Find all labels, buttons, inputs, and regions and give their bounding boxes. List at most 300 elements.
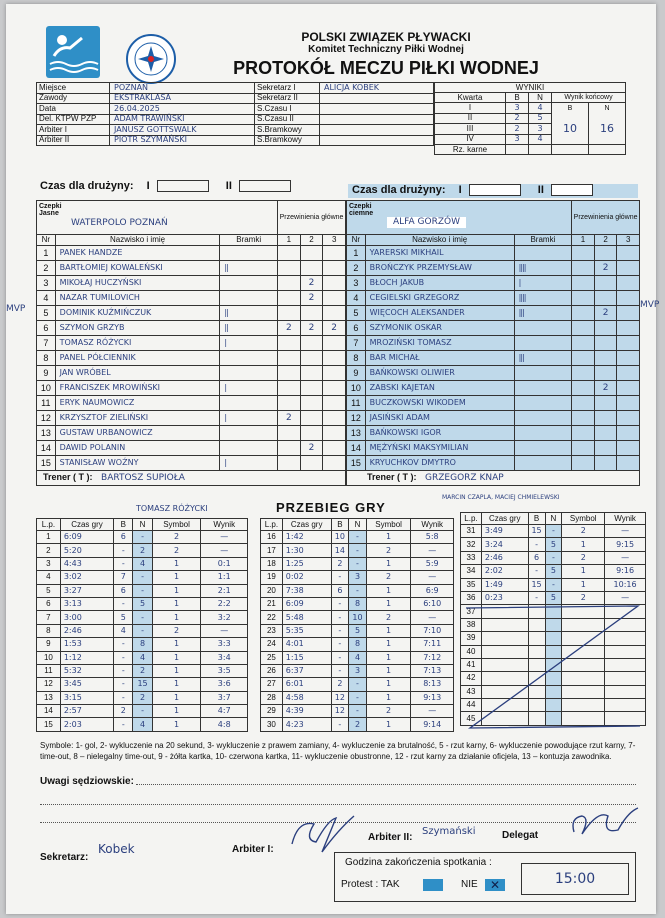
player-foul [617, 291, 640, 306]
player-goals [514, 456, 572, 471]
game-flow-title: PRZEBIEG GRY [276, 500, 386, 515]
player-foul [572, 351, 595, 366]
event-n: 5 [545, 591, 562, 604]
game-event-row [261, 544, 454, 557]
player-row [347, 426, 640, 441]
event-time: 2:46 [60, 624, 113, 637]
event-score: 7:13 [411, 664, 454, 677]
event-n: - [349, 531, 367, 544]
event-n: 5 [545, 538, 562, 551]
event-symbol: 1 [366, 584, 411, 597]
event-symbol: 2 [562, 525, 605, 538]
player-name: JASIŃSKI ADAM [365, 411, 514, 426]
player-goals [514, 366, 572, 381]
player-goals [514, 411, 572, 426]
event-score: — [605, 551, 646, 564]
quarter-b: 2 [506, 124, 529, 135]
player-foul [572, 246, 595, 261]
player-name: ZABSKI KAJETAN [365, 381, 514, 396]
event-score: 9:16 [605, 565, 646, 578]
event-b: - [331, 571, 349, 584]
secretary-label: Sekretarz: [40, 852, 89, 863]
player-foul: 2 [594, 381, 617, 396]
player-nr: 11 [347, 396, 366, 411]
player-foul [278, 306, 301, 321]
event-lp: 21 [261, 597, 283, 610]
protest-no-checkbox[interactable]: ✕ [485, 879, 505, 891]
player-foul [594, 411, 617, 426]
player-goals: ||| [514, 351, 572, 366]
player-goals [514, 336, 572, 351]
event-score: — [605, 591, 646, 604]
event-score: 7:12 [411, 651, 454, 664]
event-b: 6 [528, 551, 545, 564]
player-foul [300, 456, 323, 471]
player-name: PANEL PÓŁCIENNIK [55, 351, 220, 366]
player-nr: 2 [37, 261, 56, 276]
game-event-row [261, 624, 454, 637]
event-score: 3:4 [201, 651, 248, 664]
quarter-n: 3 [529, 124, 552, 135]
player-foul [594, 441, 617, 456]
player-foul [278, 441, 301, 456]
game-event-row [261, 718, 454, 731]
symbol-legend: Symbole: 1- gol, 2- wykluczenie na 20 sekund, 3- wykluczenie z prawem zamiany, 4- wykluczenie za brutalność, 5 - rzut karny, 6- wykluczenie powodujące rzut karny, 7- time-out, 8 – nielegalny time-out, 9 - żółta kartka, 10- czerwona kartka, 11- wykluczenie obustronne, 12 - rzut karny za działanie oficjela, 13 – kontuzja zawodnika. [40, 741, 636, 761]
event-score: 4:8 [201, 718, 248, 731]
event-b: - [331, 624, 349, 637]
info-label: Del. KTPW PZP [37, 114, 110, 125]
player-row [37, 306, 346, 321]
player-foul [594, 456, 617, 471]
event-symbol: 1 [562, 538, 605, 551]
player-foul: 2 [594, 261, 617, 276]
player-row [37, 456, 346, 471]
quarter-label: I [435, 103, 506, 114]
player-nr: 4 [347, 291, 366, 306]
player-foul [278, 336, 301, 351]
player-row [37, 426, 346, 441]
col-goals: Bramki [220, 235, 278, 246]
cancel-strike [460, 602, 646, 738]
player-foul [594, 246, 617, 261]
player-foul: 2 [300, 321, 323, 336]
event-b: 4 [114, 624, 133, 637]
event-lp: 19 [261, 571, 283, 584]
player-name: BŁOCH JAKUB [365, 276, 514, 291]
player-row [347, 411, 640, 426]
player-goals: | [220, 456, 278, 471]
player-nr: 14 [347, 441, 366, 456]
event-n: 2 [349, 718, 367, 731]
game-header: Czas gry [282, 519, 331, 531]
player-name: PANEK HANDZE [55, 246, 220, 261]
event-time: 1:49 [481, 578, 528, 591]
player-foul [617, 411, 640, 426]
game-header: Symbol [366, 519, 411, 531]
player-row [347, 246, 640, 261]
player-row [347, 396, 640, 411]
event-symbol: 1 [366, 691, 411, 704]
event-score: 9:15 [605, 538, 646, 551]
player-nr: 1 [37, 246, 56, 261]
event-symbol: 2 [152, 544, 201, 557]
quarter-b: 2 [506, 113, 529, 124]
event-time: 6:09 [282, 597, 331, 610]
event-score: 6:10 [411, 597, 454, 610]
protest-yes-checkbox[interactable] [423, 879, 443, 891]
event-symbol: 1 [366, 638, 411, 651]
team-right-table: Czepki ciemne ALFA GORZÓW Przewinienia główne Nr Nazwisko i imię Bramki 1 2 3 1 YARERSKI MIKHAIL 2 BROŃCZYK PRZEMYSŁAW |||| 2 3 BŁOCH JAKUB | 4 CEGIELSKI GRZEGORZ |||| 5 WIĘCOCH ALEKSANDER ||| 2 6 SZYMONIK OSKAR 7 MROZIŃSKI TOMASZ 8 BAR MICHAŁ ||| 9 BAŃKOWSKI OLIWIER 10 ZABSKI KAJETAN 2 11 BUCZKOWSKI WIKODEM 12 JASIŃSKI ADAM 13 BAŃKOWSKI IGOR 14 MĘŻYŃSKI MAKSYMILIAN 15 KRYUCHKOV DMYTRO Trener ( T ): GRZEGORZ KNAP [346, 200, 640, 486]
player-name: BAŃKOWSKI IGOR [365, 426, 514, 441]
player-foul [594, 351, 617, 366]
player-foul [278, 426, 301, 441]
event-b: 6 [114, 531, 133, 544]
event-score: 2:2 [201, 597, 248, 610]
event-lp: 17 [261, 544, 283, 557]
assistant-left: TOMASZ RÓŻYCKI [136, 504, 208, 513]
player-name: MĘŻYŃSKI MAKSYMILIAN [365, 441, 514, 456]
event-time: 3:45 [60, 678, 113, 691]
event-symbol: 1 [562, 578, 605, 591]
event-lp: 7 [37, 611, 61, 624]
timeout-mark-i: I [458, 184, 462, 196]
player-foul [300, 246, 323, 261]
event-time: 4:39 [282, 705, 331, 718]
event-b: - [114, 597, 133, 610]
player-row [37, 276, 346, 291]
event-lp: 26 [261, 664, 283, 677]
event-lp: 15 [37, 718, 61, 731]
game-event-row [37, 611, 248, 624]
player-foul [278, 366, 301, 381]
event-b: 6 [331, 584, 349, 597]
game-flow-table-2 [260, 518, 454, 732]
event-n: 10 [349, 611, 367, 624]
event-score: 9:13 [411, 691, 454, 704]
event-lp: 20 [261, 584, 283, 597]
event-lp: 22 [261, 611, 283, 624]
mvp-left: MVP [6, 304, 26, 314]
event-n: - [545, 525, 562, 538]
player-row [37, 351, 346, 366]
player-foul [572, 411, 595, 426]
event-lp: 30 [261, 718, 283, 731]
final-score-b: 10 [552, 113, 589, 145]
game-event-row [37, 624, 248, 637]
event-time: 4:01 [282, 638, 331, 651]
event-symbol: 1 [152, 638, 201, 651]
fouls-left-label: Przewinienia główne [278, 201, 346, 235]
player-row [347, 351, 640, 366]
game-event-row [461, 565, 646, 578]
remarks-label: Uwagi sędziowskie: [40, 776, 134, 787]
game-header: Wynik [411, 519, 454, 531]
event-symbol: 1 [152, 718, 201, 731]
quarter-b: 3 [506, 103, 529, 114]
results-rz-label: Rz. karne [435, 145, 506, 155]
event-n: 15 [133, 678, 152, 691]
player-foul [572, 366, 595, 381]
player-foul [572, 291, 595, 306]
player-foul [300, 396, 323, 411]
quarter-n: 4 [529, 103, 552, 114]
event-b: 2 [331, 678, 349, 691]
event-lp: 44 [461, 699, 482, 712]
event-score: — [201, 624, 248, 637]
player-foul [594, 396, 617, 411]
event-b: - [114, 691, 133, 704]
player-foul [572, 456, 595, 471]
event-n: 5 [133, 597, 152, 610]
event-lp: 25 [261, 651, 283, 664]
event-b: 5 [114, 611, 133, 624]
player-name: STANISŁAW WOŹNY [55, 456, 220, 471]
event-lp: 4 [37, 571, 61, 584]
game-event-row [37, 544, 248, 557]
player-nr: 12 [347, 411, 366, 426]
match-protocol-sheet [6, 4, 660, 914]
arbiter1-label: Arbiter I: [232, 844, 274, 855]
event-time: 1:53 [60, 638, 113, 651]
game-header: Symbol [152, 519, 201, 531]
caps-right-label: Czepki ciemne [349, 203, 374, 217]
event-score: 1:1 [201, 571, 248, 584]
results-table: WYNIKI Kwarta B N Wynik końcowy I 3 4 B N II 2 5 10 16 III 2 3 IV 3 4 Rz. karne [434, 82, 626, 155]
player-foul [278, 291, 301, 306]
event-time: 1:42 [282, 531, 331, 544]
player-goals: || [220, 306, 278, 321]
event-b: - [331, 651, 349, 664]
event-symbol: 1 [366, 718, 411, 731]
info-label: Arbiter II [37, 135, 110, 146]
end-time-value: 15:00 [521, 863, 629, 895]
event-b: - [331, 664, 349, 677]
player-row [37, 381, 346, 396]
player-foul [323, 336, 346, 351]
event-score: 8:13 [411, 678, 454, 691]
event-symbol: 1 [366, 624, 411, 637]
player-goals [220, 426, 278, 441]
event-time: 1:12 [60, 651, 113, 664]
player-foul [323, 276, 346, 291]
player-nr: 13 [37, 426, 56, 441]
coach-right-label: Trener ( T ): [367, 472, 417, 482]
player-foul [300, 351, 323, 366]
player-foul [594, 366, 617, 381]
player-foul [278, 246, 301, 261]
event-n: - [545, 551, 562, 564]
event-b: - [114, 651, 133, 664]
player-row [347, 276, 640, 291]
game-event-row [461, 538, 646, 551]
player-foul [323, 306, 346, 321]
player-foul [323, 381, 346, 396]
quarter-label: II [435, 113, 506, 124]
event-time: 3:24 [481, 538, 528, 551]
player-foul [572, 426, 595, 441]
event-lp: 41 [461, 658, 482, 671]
game-event-row [261, 691, 454, 704]
game-event-row [461, 551, 646, 564]
event-lp: 2 [37, 544, 61, 557]
event-time: 3:00 [60, 611, 113, 624]
game-event-row [261, 611, 454, 624]
player-name: JAN WRÓBEL [55, 366, 220, 381]
coach-right-name: GRZEGORZ KNAP [425, 473, 504, 483]
event-lp: 9 [37, 638, 61, 651]
event-lp: 6 [37, 597, 61, 610]
event-lp: 43 [461, 685, 482, 698]
event-n: 2 [133, 691, 152, 704]
player-row [347, 291, 640, 306]
game-event-row [37, 664, 248, 677]
event-b: 15 [528, 578, 545, 591]
event-b: - [114, 638, 133, 651]
player-nr: 9 [347, 366, 366, 381]
event-lp: 11 [37, 664, 61, 677]
event-time: 4:58 [282, 691, 331, 704]
final-score-n: 16 [589, 113, 626, 145]
player-name: BAŃKOWSKI OLIWIER [365, 366, 514, 381]
timeout-label: Czas dla drużyny: [352, 184, 446, 196]
arbiter1-signature [288, 810, 358, 856]
player-foul [323, 426, 346, 441]
event-time: 5:35 [282, 624, 331, 637]
event-symbol: 1 [366, 557, 411, 570]
event-time: 0:02 [282, 571, 331, 584]
event-b: - [331, 638, 349, 651]
event-lp: 27 [261, 678, 283, 691]
event-score: 3:6 [201, 678, 248, 691]
delegate-signature [568, 804, 642, 844]
event-b: 15 [528, 525, 545, 538]
game-header: N [545, 513, 562, 525]
game-header: L.p. [261, 519, 283, 531]
event-b: - [114, 544, 133, 557]
player-name: FRANCISZEK MROWIŃSKI [55, 381, 220, 396]
player-name: KRYUCHKOV DMYTRO [365, 456, 514, 471]
player-goals [220, 291, 278, 306]
game-header: L.p. [461, 513, 482, 525]
player-foul [278, 351, 301, 366]
info-value: PIOTR SZYMAŃSKI [110, 135, 255, 146]
event-score: — [411, 544, 454, 557]
event-n: - [349, 557, 367, 570]
player-goals [514, 441, 572, 456]
game-event-row [261, 638, 454, 651]
player-foul [300, 411, 323, 426]
event-n: - [133, 611, 152, 624]
event-lp: 37 [461, 605, 482, 618]
event-score: 3:5 [201, 664, 248, 677]
info-label: Arbiter I [37, 125, 110, 136]
player-nr: 7 [37, 336, 56, 351]
player-foul [572, 306, 595, 321]
event-time: 1:15 [282, 651, 331, 664]
player-foul [572, 261, 595, 276]
assistant-right: MARCIN CZAPLA, MACIEJ CHMIELEWSKI [442, 494, 560, 501]
waterpolo-logo [46, 26, 100, 78]
info-value: 26.04.2025 [110, 104, 255, 115]
game-event-row [37, 705, 248, 718]
event-b: 7 [114, 571, 133, 584]
player-nr: 10 [37, 381, 56, 396]
event-score: — [605, 525, 646, 538]
game-event-row [37, 651, 248, 664]
event-time: 4:23 [282, 718, 331, 731]
event-symbol: 1 [366, 664, 411, 677]
event-time: 2:57 [60, 705, 113, 718]
event-symbol: 2 [562, 591, 605, 604]
event-n: - [349, 691, 367, 704]
player-row [37, 411, 346, 426]
event-symbol: 2 [366, 544, 411, 557]
player-foul [617, 351, 640, 366]
delegate-label: Delegat [502, 830, 539, 841]
timeout-mark-ii: II [537, 184, 544, 196]
event-score: — [201, 544, 248, 557]
player-nr: 5 [347, 306, 366, 321]
player-goals [220, 276, 278, 291]
player-nr: 6 [347, 321, 366, 336]
info-label: Data [37, 104, 110, 115]
player-name: ERYK NAUMOWICZ [55, 396, 220, 411]
info-label: Zawody [37, 93, 110, 104]
game-event-row [261, 664, 454, 677]
player-foul [572, 381, 595, 396]
event-n: 2 [133, 664, 152, 677]
event-b: 2 [331, 557, 349, 570]
player-foul: 2 [594, 306, 617, 321]
event-lp: 24 [261, 638, 283, 651]
arbiter2-signature: Szymański [422, 826, 476, 837]
player-foul [323, 441, 346, 456]
event-score: — [411, 571, 454, 584]
game-event-row [37, 718, 248, 731]
event-b: - [114, 664, 133, 677]
player-name: DAWID POLANIN [55, 441, 220, 456]
event-lp: 16 [261, 531, 283, 544]
col-name: Nazwisko i imię [55, 235, 220, 246]
event-time: 6:09 [60, 531, 113, 544]
game-event-row [37, 531, 248, 544]
quarter-b: 3 [506, 134, 529, 145]
staff-value [320, 125, 434, 136]
player-row [37, 366, 346, 381]
player-name: TOMASZ RÓŻYCKI [55, 336, 220, 351]
player-goals [514, 321, 572, 336]
event-b: 2 [114, 705, 133, 718]
event-n: - [133, 705, 152, 718]
player-foul [617, 336, 640, 351]
game-header: N [349, 519, 367, 531]
event-lp: 35 [461, 578, 482, 591]
event-lp: 14 [37, 705, 61, 718]
game-event-row [37, 678, 248, 691]
results-kwarta-header: Kwarta [435, 93, 506, 103]
staff-value [320, 104, 434, 115]
player-foul [617, 381, 640, 396]
player-row [347, 336, 640, 351]
game-header: B [114, 519, 133, 531]
player-name: SZYMONIK OSKAR [365, 321, 514, 336]
committee-name: Komitet Techniczny Piłki Wodnej [308, 44, 464, 55]
player-row [347, 456, 640, 471]
game-header: Czas gry [481, 513, 528, 525]
player-foul [572, 276, 595, 291]
event-lp: 29 [261, 705, 283, 718]
game-event-row [461, 578, 646, 591]
